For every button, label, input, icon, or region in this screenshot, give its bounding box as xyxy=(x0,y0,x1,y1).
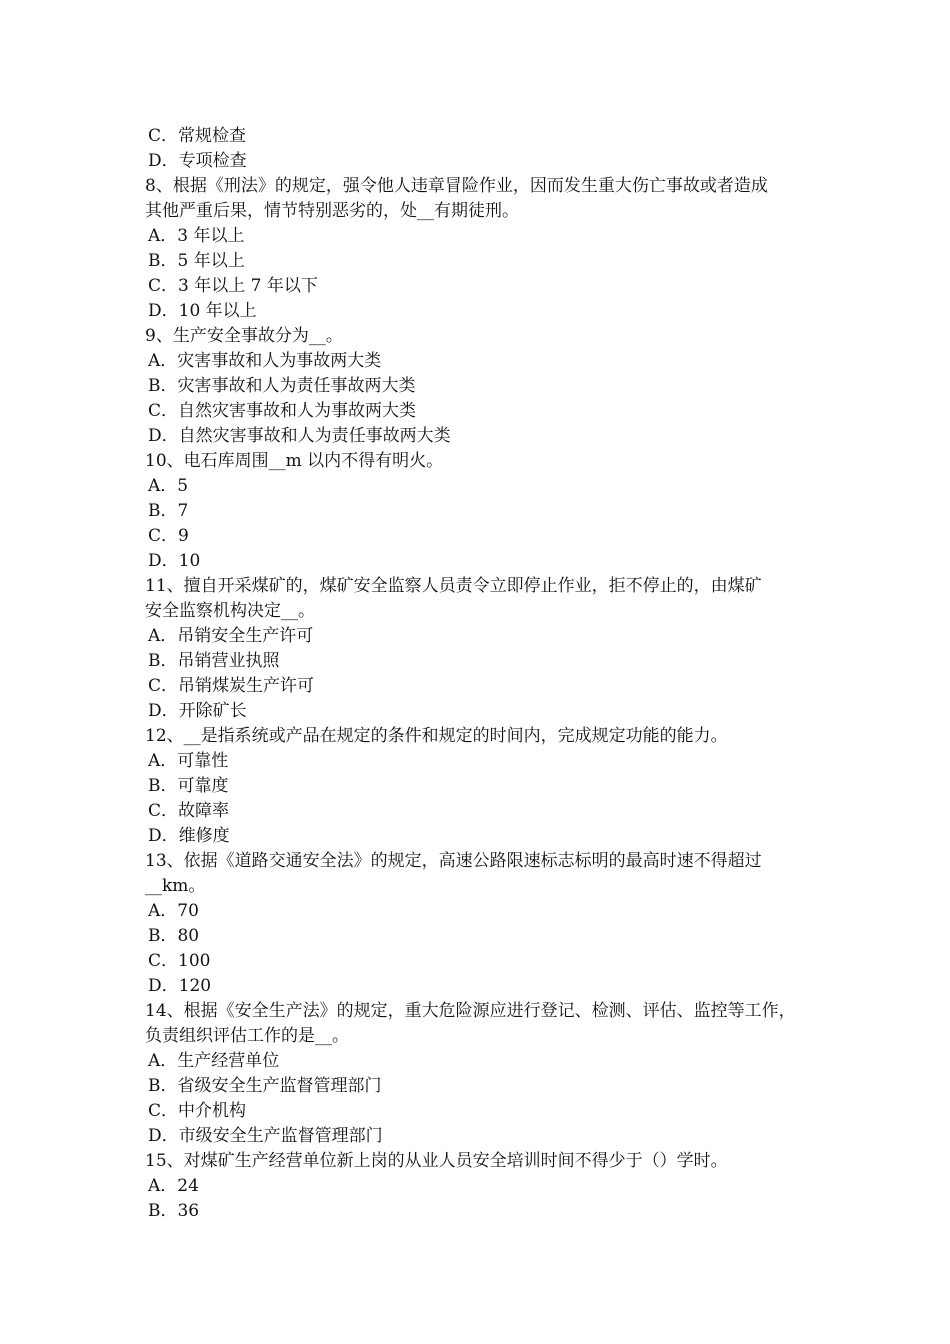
answer-option: B．吊销营业执照 xyxy=(148,651,280,671)
answer-option: B．可靠度 xyxy=(148,776,229,796)
answer-option: A．可靠性 xyxy=(148,751,229,771)
answer-option: B．36 xyxy=(148,1201,200,1221)
answer-option: D．自然灾害事故和人为责任事故两大类 xyxy=(148,426,451,446)
answer-option: A．生产经营单位 xyxy=(148,1051,280,1071)
question-text: 9、生产安全事故分为__。 xyxy=(145,326,343,346)
answer-option: B．7 xyxy=(148,501,189,521)
question-text: 12、__是指系统或产品在规定的条件和规定的时间内，完成规定功能的能力。 xyxy=(145,726,728,746)
answer-option: C．3 年以上 7 年以下 xyxy=(148,276,318,296)
question-text: 8、根据《刑法》的规定，强令他人违章冒险作业，因而发生重大伤亡事故或者造成 xyxy=(145,176,768,196)
answer-option: C．自然灾害事故和人为事故两大类 xyxy=(148,401,417,421)
question-text: 13、依据《道路交通安全法》的规定，高速公路限速标志标明的最高时速不得超过 xyxy=(145,851,762,871)
question-text: 15、对煤矿生产经营单位新上岗的从业人员安全培训时间不得少于（）学时。 xyxy=(145,1151,728,1171)
question-text: 14、根据《安全生产法》的规定，重大危险源应进行登记、检测、评估、监控等工作， xyxy=(145,1001,796,1021)
document-page xyxy=(145,124,815,1224)
answer-option: A．吊销安全生产许可 xyxy=(148,626,314,646)
answer-option: D．市级安全生产监督管理部门 xyxy=(148,1126,383,1146)
answer-option: A．70 xyxy=(148,901,199,921)
answer-option: D．120 xyxy=(148,976,212,996)
answer-option: A．灾害事故和人为事故两大类 xyxy=(148,351,382,371)
answer-option: B．省级安全生产监督管理部门 xyxy=(148,1076,382,1096)
answer-option: B．80 xyxy=(148,926,200,946)
question-text: __km。 xyxy=(145,876,206,896)
answer-option: D．10 xyxy=(148,551,201,571)
answer-option: A．3 年以上 xyxy=(148,226,245,246)
answer-option: A．5 xyxy=(148,476,189,496)
answer-option: D．开除矿长 xyxy=(148,701,247,721)
question-text: 安全监察机构决定__。 xyxy=(145,601,315,621)
answer-option: C．中介机构 xyxy=(148,1101,247,1121)
answer-option: C．100 xyxy=(148,951,211,971)
question-text: 其他严重后果，情节特别恶劣的，处__有期徒刑。 xyxy=(145,201,519,221)
question-text: 负责组织评估工作的是__。 xyxy=(145,1026,349,1046)
answer-option: D．维修度 xyxy=(148,826,230,846)
answer-option: A．24 xyxy=(148,1176,199,1196)
question-text: 11、擅自开采煤矿的，煤矿安全监察人员责令立即停止作业，拒不停止的，由煤矿 xyxy=(145,576,762,596)
answer-option: D．10 年以上 xyxy=(148,301,257,321)
answer-option: D．专项检查 xyxy=(148,151,247,171)
question-text: 10、电石库周围__m 以内不得有明火。 xyxy=(145,451,444,471)
answer-option: C．吊销煤炭生产许可 xyxy=(148,676,315,696)
answer-option: B．灾害事故和人为责任事故两大类 xyxy=(148,376,416,396)
answer-option: B．5 年以上 xyxy=(148,251,245,271)
answer-option: C．9 xyxy=(148,526,189,546)
answer-option: C．故障率 xyxy=(148,801,230,821)
answer-option: C．常规检查 xyxy=(148,126,247,146)
